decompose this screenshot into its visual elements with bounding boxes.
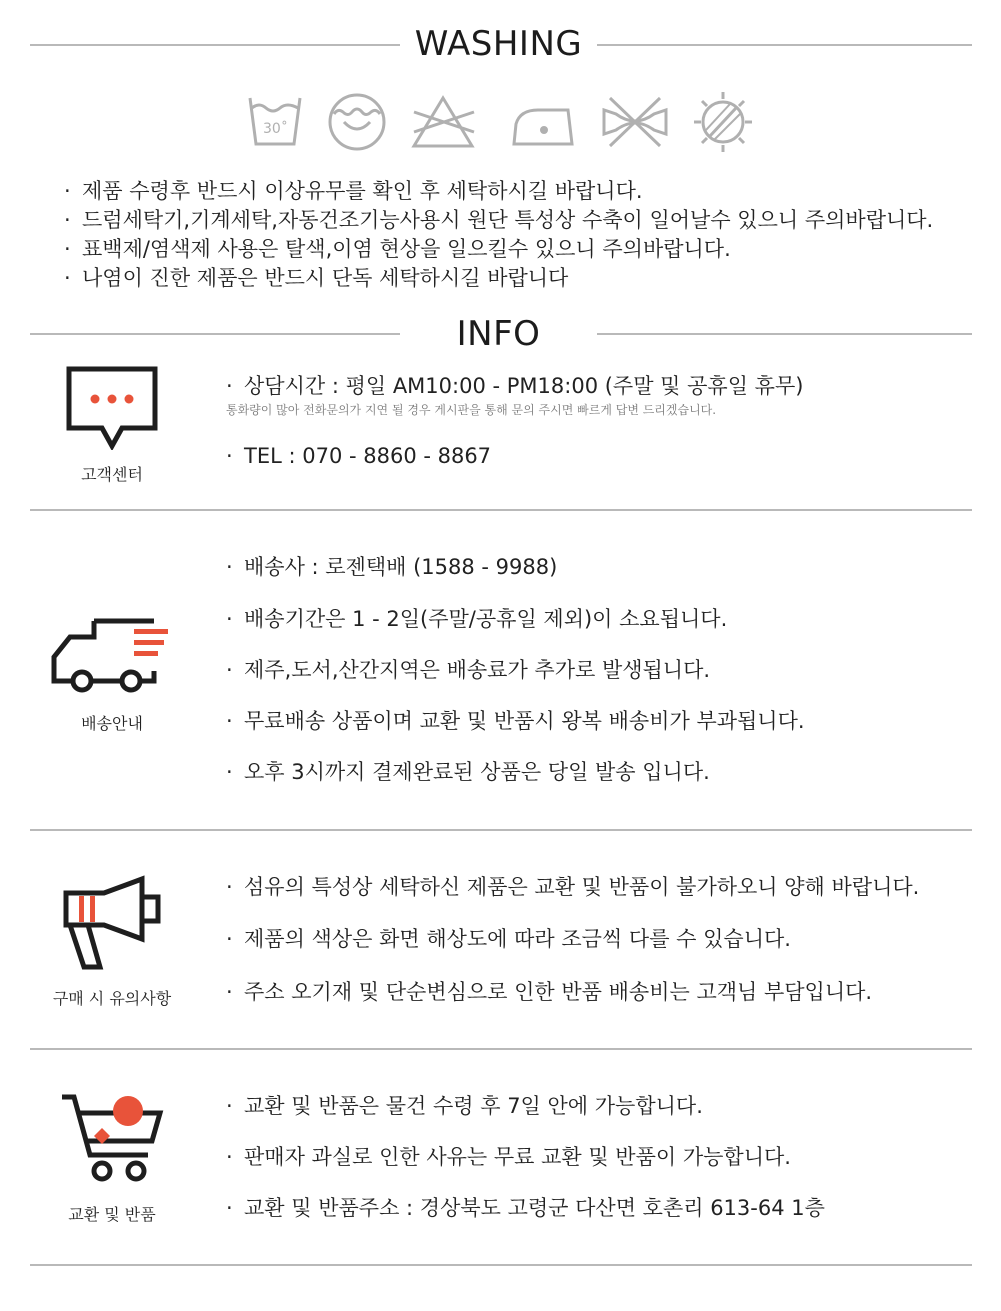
exchange-label: 교환 및 반품 bbox=[68, 1205, 156, 1224]
megaphone-icon bbox=[62, 875, 162, 971]
washing-title: WASHING bbox=[414, 24, 583, 64]
wash-temp-label: 30˚ bbox=[263, 121, 288, 137]
no-wring-icon bbox=[600, 90, 670, 154]
info-rule-right bbox=[597, 333, 972, 335]
shipping-item: · 배송사 : 로젠택배 (1588 - 9988) bbox=[226, 555, 558, 579]
shipping-item: · 제주,도서,산간지역은 배송료가 추가로 발생됩니다. bbox=[226, 658, 711, 682]
section-divider bbox=[30, 1048, 972, 1050]
purchase-notice-item: · 주소 오기재 및 단순변심으로 인한 반품 배송비는 고객님 부담입니다. bbox=[226, 980, 873, 1004]
section-divider bbox=[30, 1264, 972, 1266]
washing-rule-right bbox=[597, 44, 972, 46]
shipping-item: · 오후 3시까지 결제완료된 상품은 당일 발송 입니다. bbox=[226, 760, 710, 784]
info-rule-left bbox=[30, 333, 400, 335]
customer-center-label: 고객센터 bbox=[81, 465, 143, 484]
customer-hours-note: 통화량이 많아 전화문의가 지연 될 경우 게시판을 통해 문의 주시면 빠르게 답변 드리겠습니다. bbox=[226, 403, 717, 417]
washing-note: · 나염이 진한 제품은 반드시 단독 세탁하시길 바랍니다 bbox=[64, 264, 933, 293]
delivery-truck-icon bbox=[50, 617, 172, 697]
washing-note: · 드럼세탁기,기계세탁,자동건조기능사용시 원단 특성상 수축이 일어날수 있으니 주의바랍니다. bbox=[64, 206, 933, 235]
hand-wash-icon bbox=[324, 90, 394, 154]
bullet: · bbox=[64, 266, 71, 290]
exchange-item: · 교환 및 반품주소 : 경상북도 고령군 다산면 호촌리 613-64 1층 bbox=[226, 1196, 825, 1220]
shopping-cart-icon bbox=[60, 1093, 164, 1187]
exchange-item: · 교환 및 반품은 물건 수령 후 7일 안에 가능합니다. bbox=[226, 1094, 703, 1118]
shipping-item: · 무료배송 상품이며 교환 및 반품시 왕복 배송비가 부과됩니다. bbox=[226, 709, 805, 733]
bullet: · bbox=[64, 179, 71, 203]
bullet: · bbox=[64, 237, 71, 261]
chat-bubble-icon bbox=[66, 366, 158, 450]
iron-low-icon bbox=[508, 90, 578, 154]
shipping-label: 배송안내 bbox=[81, 714, 143, 733]
info-title: INFO bbox=[456, 314, 541, 354]
washing-notes bbox=[64, 177, 933, 293]
exchange-item: · 판매자 과실로 인한 사유는 무료 교환 및 반품이 가능합니다. bbox=[226, 1145, 791, 1169]
washing-rule-left bbox=[30, 44, 400, 46]
care-symbols bbox=[240, 90, 760, 154]
purchase-notice-item: · 섬유의 특성상 세탁하신 제품은 교환 및 반품이 불가하오니 양해 바랍니다. bbox=[226, 875, 920, 899]
purchase-notice-label: 구매 시 유의사항 bbox=[52, 989, 172, 1008]
section-divider bbox=[30, 509, 972, 511]
customer-hours: · 상담시간 : 평일 AM10:00 - PM18:00 (주말 및 공휴일 휴무) bbox=[226, 374, 804, 398]
section-divider bbox=[30, 829, 972, 831]
shade-dry-icon bbox=[690, 90, 760, 154]
shipping-item: · 배송기간은 1 - 2일(주말/공휴일 제외)이 소요됩니다. bbox=[226, 607, 728, 631]
bullet: · bbox=[64, 208, 71, 232]
no-bleach-icon bbox=[408, 90, 478, 154]
purchase-notice-item: · 제품의 색상은 화면 해상도에 따라 조금씩 다를 수 있습니다. bbox=[226, 927, 791, 951]
washing-note: · 제품 수령후 반드시 이상유무를 확인 후 세탁하시길 바랍니다. bbox=[64, 177, 933, 206]
washing-note: · 표백제/염색제 사용은 탈색,이염 현상을 일으킬수 있으니 주의바랍니다. bbox=[64, 235, 933, 264]
wash-30-icon bbox=[240, 90, 310, 154]
customer-tel: · TEL : 070 - 8860 - 8867 bbox=[226, 444, 492, 468]
